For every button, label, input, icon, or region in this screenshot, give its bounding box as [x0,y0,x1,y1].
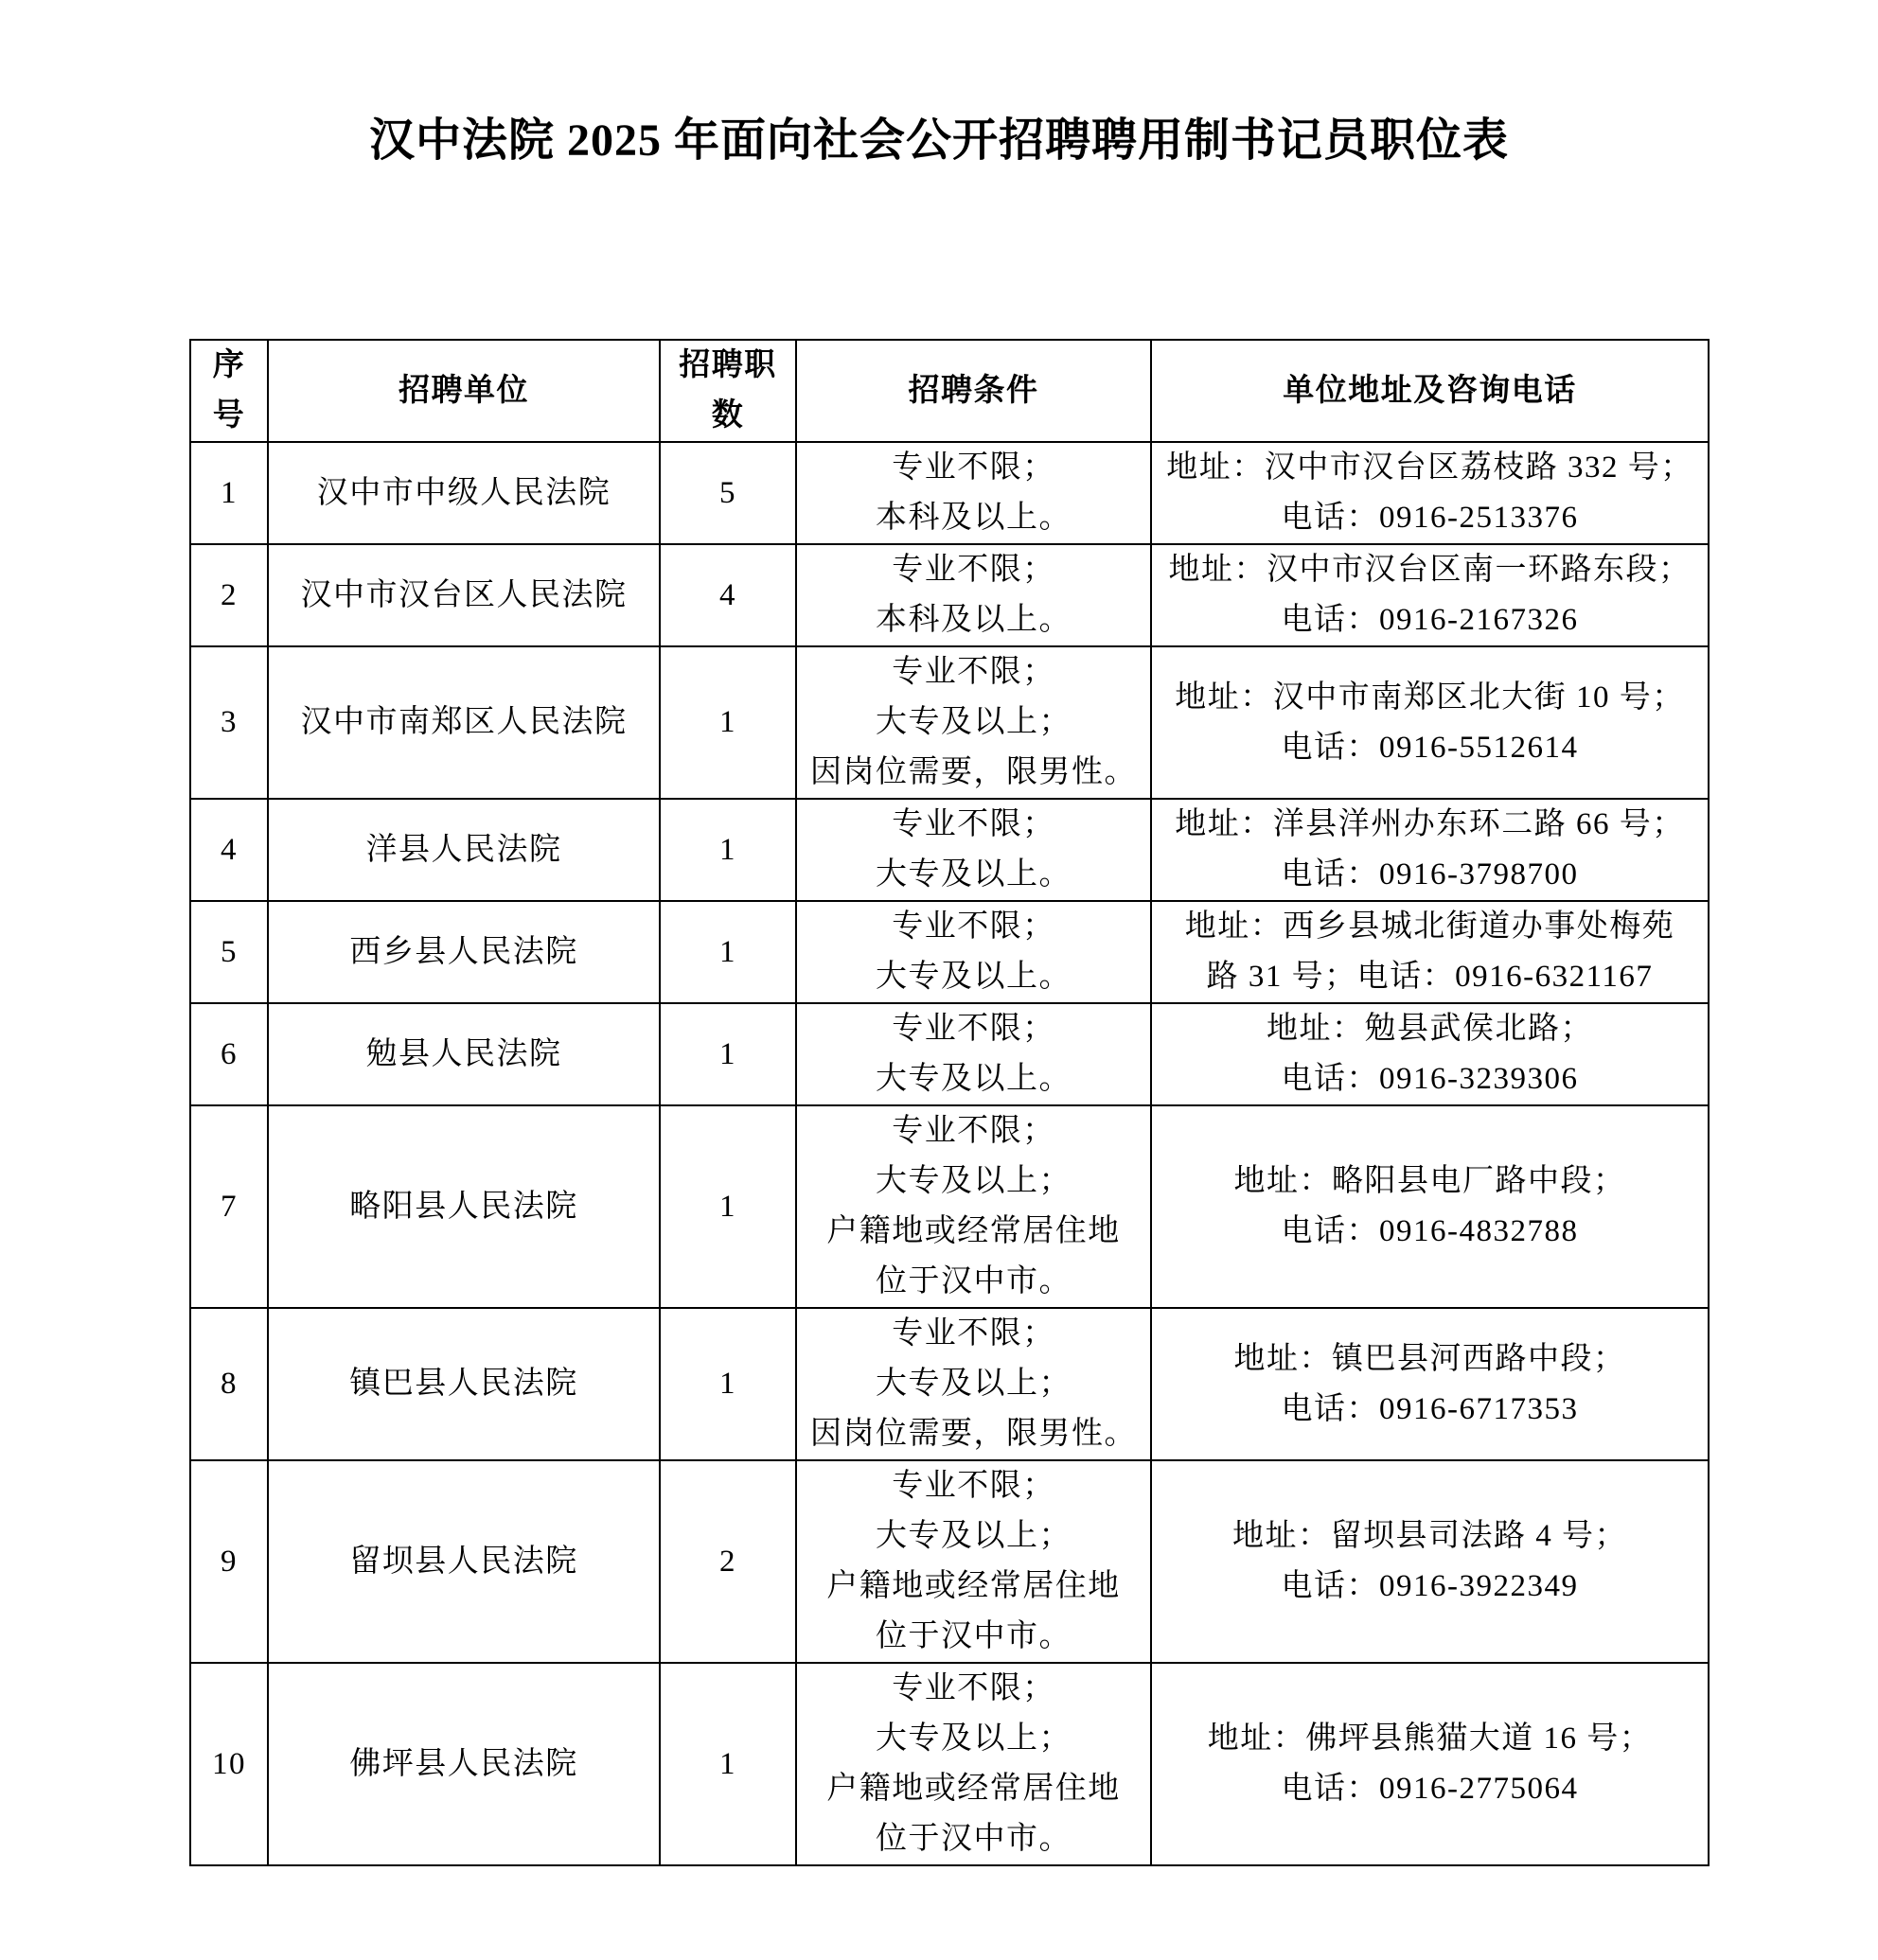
row-index-cell: 6 [190,1003,268,1105]
unit-cell: 留坝县人民法院 [268,1460,660,1663]
header-row [190,340,1709,442]
unit-cell: 洋县人民法院 [268,799,660,901]
address-cell [1151,1460,1709,1663]
text-line: 户籍地或经常居住地 [826,1569,1121,1603]
text-line: 路 31 号；电话：0916-6321167 [1206,960,1654,994]
table-row [190,1308,1709,1460]
table-header [190,340,1709,442]
count-cell: 1 [660,646,796,799]
address-cell [1151,1308,1709,1460]
text-line: 大专及以上。 [876,1062,1072,1096]
text-line: 户籍地或经常居住地 [826,1214,1121,1248]
conditions-cell [796,1105,1151,1308]
table-body [190,442,1709,1865]
text-line: 大专及以上； [876,705,1072,739]
row-index-cell: 7 [190,1105,268,1308]
text-line: 专业不限； [892,655,1055,689]
count-cell: 2 [660,1460,796,1663]
text-line: 地址：镇巴县河西路中段； [1233,1341,1626,1376]
table-row [190,799,1709,901]
conditions-cell [796,1003,1151,1105]
text-line: 因岗位需要，限男性。 [810,1417,1137,1451]
table-row [190,901,1709,1003]
text-line: 本科及以上。 [876,603,1072,637]
table-row [190,442,1709,544]
text-line: 地址：汉中市汉台区南一环路东段； [1168,553,1692,587]
text-line: 地址：略阳县电厂路中段； [1233,1164,1626,1198]
count-cell: 1 [660,1105,796,1308]
text-line: 大专及以上； [876,1164,1072,1198]
row-index-cell: 4 [190,799,268,901]
text-line: 户籍地或经常居住地 [826,1772,1121,1806]
text-line: 位于汉中市。 [876,1822,1072,1856]
row-index-cell: 5 [190,901,268,1003]
unit-cell: 勉县人民法院 [268,1003,660,1105]
text-line: 专业不限； [892,1012,1055,1046]
row-index-cell: 2 [190,544,268,646]
text-line: 专业不限； [892,1671,1055,1705]
unit-cell: 汉中市中级人民法院 [268,442,660,544]
address-cell [1151,646,1709,799]
count-cell: 1 [660,1308,796,1460]
table-row [190,1663,1709,1865]
text-line: 专业不限； [892,1114,1055,1148]
count-cell: 1 [660,901,796,1003]
address-cell [1151,1663,1709,1865]
header-conditions: 招聘条件 [796,340,1151,442]
text-line: 地址：汉中市南郑区北大街 10 号； [1175,680,1685,715]
text-line: 电话：0916-4832788 [1281,1214,1579,1248]
text-line: 专业不限； [892,553,1055,587]
count-cell: 4 [660,544,796,646]
text-line: 电话：0916-2775064 [1281,1772,1579,1806]
header-unit: 招聘单位 [268,340,660,442]
address-cell [1151,442,1709,544]
unit-cell: 汉中市汉台区人民法院 [268,544,660,646]
header-address: 单位地址及咨询电话 [1151,340,1709,442]
text-line: 位于汉中市。 [876,1619,1072,1653]
text-line: 地址：汉中市汉台区荔枝路 332 号； [1166,450,1693,485]
text-line: 地址：勉县武侯北路； [1267,1012,1593,1046]
text-line: 电话：0916-2167326 [1281,603,1579,637]
address-cell [1151,901,1709,1003]
text-line: 电话：0916-6717353 [1281,1391,1579,1426]
text-line: 电话：0916-3922349 [1281,1569,1579,1603]
text-line: 电话：0916-3239306 [1281,1062,1579,1096]
unit-cell: 汉中市南郑区人民法院 [268,646,660,799]
count-cell: 1 [660,1003,796,1105]
conditions-cell [796,1460,1151,1663]
address-cell [1151,544,1709,646]
text-line: 大专及以上； [876,1367,1072,1401]
count-cell: 5 [660,442,796,544]
table-row [190,1003,1709,1105]
unit-cell: 略阳县人民法院 [268,1105,660,1308]
text-line: 大专及以上。 [876,960,1072,994]
text-line: 专业不限； [892,1469,1055,1503]
conditions-cell [796,799,1151,901]
text-line: 专业不限； [892,450,1055,485]
unit-cell: 镇巴县人民法院 [268,1308,660,1460]
row-index-cell: 1 [190,442,268,544]
conditions-cell [796,1308,1151,1460]
address-cell [1151,1105,1709,1308]
row-index-cell: 8 [190,1308,268,1460]
text-line: 专业不限； [892,807,1055,841]
unit-cell: 佛坪县人民法院 [268,1663,660,1865]
text-line: 地址：留坝县司法路 4 号； [1232,1519,1627,1553]
text-line: 专业不限； [892,909,1055,944]
text-line: 电话：0916-2513376 [1281,501,1579,535]
text-line: 地址：洋县洋州办东环二路 66 号； [1175,807,1685,841]
table-row [190,1460,1709,1663]
row-index-cell: 9 [190,1460,268,1663]
count-cell: 1 [660,799,796,901]
conditions-cell [796,442,1151,544]
table-row [190,544,1709,646]
text-line: 专业不限； [892,1316,1055,1351]
header-index: 序号 [190,340,268,442]
conditions-cell [796,1663,1151,1865]
conditions-cell [796,646,1151,799]
text-line: 电话：0916-3798700 [1281,857,1579,892]
table-row [190,1105,1709,1308]
conditions-cell [796,544,1151,646]
row-index-cell: 3 [190,646,268,799]
header-count: 招聘职数 [660,340,796,442]
text-line: 大专及以上； [876,1722,1072,1756]
address-cell [1151,1003,1709,1105]
address-cell [1151,799,1709,901]
text-line: 地址：佛坪县熊猫大道 16 号； [1207,1722,1653,1756]
text-line: 位于汉中市。 [876,1264,1072,1298]
text-line: 大专及以上。 [876,857,1072,892]
positions-table [189,339,1710,1866]
page-title: 汉中法院 2025 年面向社会公开招聘聘用制书记员职位表 [368,115,1509,166]
table-row [190,646,1709,799]
text-line: 地址：西乡县城北街道办事处梅苑 [1184,909,1675,944]
text-line: 本科及以上。 [876,501,1072,535]
text-line: 电话：0916-5512614 [1281,730,1579,765]
text-line: 大专及以上； [876,1519,1072,1553]
conditions-cell [796,901,1151,1003]
count-cell: 1 [660,1663,796,1865]
row-index-cell: 10 [190,1663,268,1865]
text-line: 因岗位需要，限男性。 [810,755,1137,789]
unit-cell: 西乡县人民法院 [268,901,660,1003]
